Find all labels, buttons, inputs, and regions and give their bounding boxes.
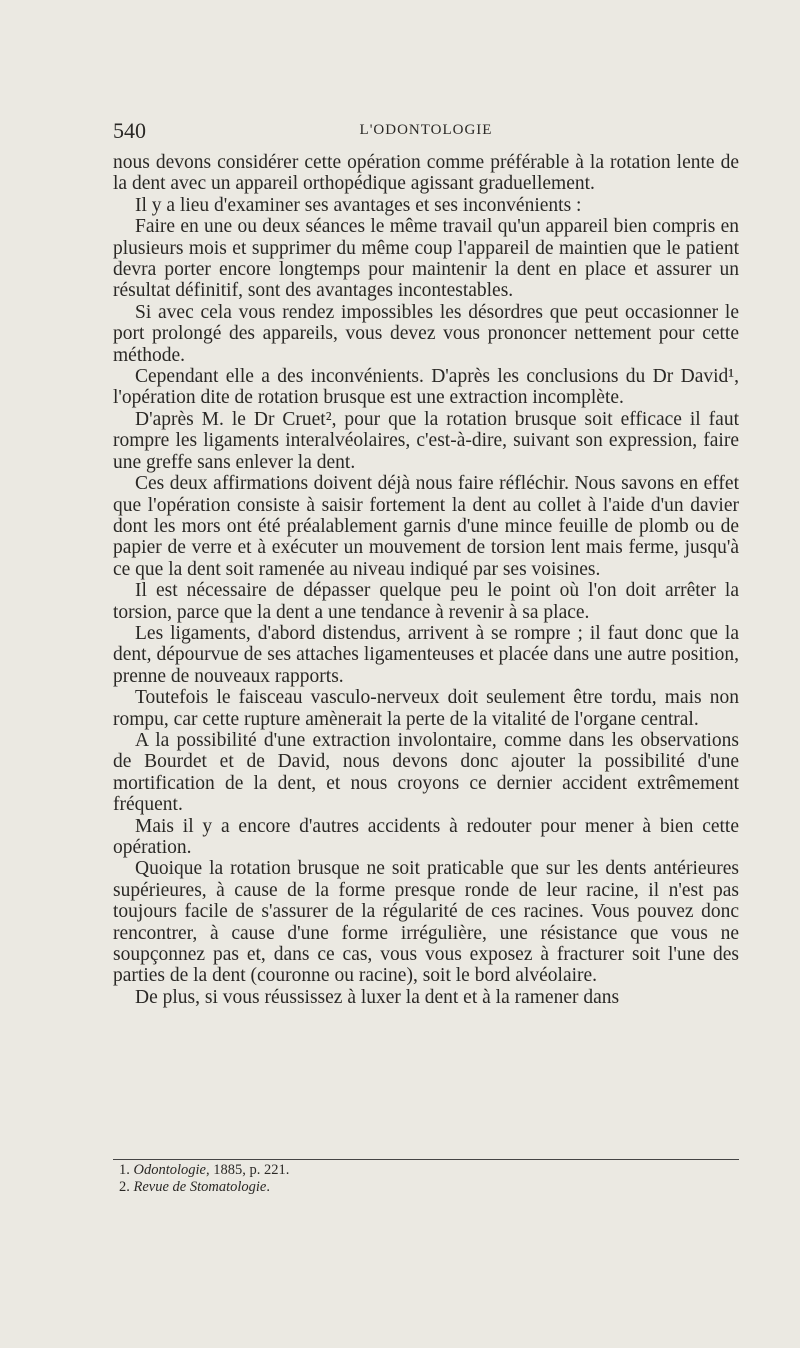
paragraph: Les ligaments, d'abord distendus, arrivent à se rompre ; il faut donc que la dent, dépourvue de ses attaches ligamenteuses et placée dans une autre position, prenne de nouveaux rapports.: [113, 622, 739, 687]
footnote-detail: , 1885, p. 221.: [206, 1162, 290, 1178]
paragraph: Toutefois le faisceau vasculo-nerveux doit seulement être tordu, mais non rompu, car cette rupture amènerait la perte de la vitalité de l'organe central.: [113, 687, 739, 730]
paragraph: Ces deux affirmations doivent déjà nous faire réfléchir. Nous savons en effet que l'opération consiste à saisir fortement la dent au collet à l'aide d'un davier dont les mors ont été préalablement garnis d'une mince feuille de plomb ou de papier de verre et à exécuter un mouvement de torsion lent mais ferme, jusqu'à ce que la dent soit ramenée au niveau indiqué par ses voisines.: [113, 473, 739, 580]
footnote-divider: [113, 1159, 739, 1160]
footnote-2: [113, 1179, 739, 1196]
paragraph: Mais il y a encore d'autres accidents à redouter pour mener à bien cette opération.: [113, 815, 739, 858]
footnote-number: 2.: [119, 1179, 130, 1195]
paragraph: Il est nécessaire de dépasser quelque peu le point où l'on doit arrêter la torsion, parce que la dent a une tendance à revenir à sa place.: [113, 580, 739, 623]
footnote-1: [113, 1162, 739, 1179]
footnotes: [113, 1162, 739, 1196]
paragraph: A la possibilité d'une extraction involontaire, comme dans les observations de Bourdet et de David, nous devons donc ajouter la possibilité d'une mortification de la dent, et nous croyons ce dernier accident extrêmement fréquent.: [113, 729, 739, 816]
footnote-detail: .: [266, 1179, 270, 1195]
page-header: [113, 118, 739, 144]
body-text: [113, 152, 739, 1008]
footnote-source: Odontologie: [133, 1162, 206, 1178]
running-title: L'ODONTOLOGIE: [359, 122, 493, 138]
paragraph: De plus, si vous réussissez à luxer la dent et à la ramener dans: [135, 986, 620, 1008]
footnote-number: 1.: [119, 1162, 130, 1178]
paragraph: Il y a lieu d'examiner ses avantages et ses inconvénients :: [135, 194, 582, 216]
paragraph: Cependant elle a des inconvénients. D'après les conclusions du Dr David¹, l'opération dite de rotation brusque est une extraction incomplète.: [113, 366, 739, 409]
footnote-source: Revue de Stomatologie: [133, 1179, 267, 1195]
paragraph: Si avec cela vous rendez impossibles les désordres que peut occasionner le port prolongé des appareils, vous devez vous prononcer nettement pour cette méthode.: [113, 301, 739, 366]
paragraph: D'après M. le Dr Cruet², pour que la rotation brusque soit efficace il faut rompre les ligaments interalvéolaires, c'est-à-dire, suivant son expression, faire une greffe sans enlever la dent.: [113, 408, 739, 473]
paragraph: Faire en une ou deux séances le même travail qu'un appareil bien compris en plusieurs mois et supprimer du même coup l'appareil de maintien que le patient devra porter encore longtemps pour maintenir la dent en place et assurer un résultat définitif, sont des avantages incontestables.: [113, 216, 739, 302]
paragraph: nous devons considérer cette opération comme préférable à la rotation lente de la dent avec un appareil orthopédique agissant graduellement.: [113, 152, 739, 195]
page-number: 540: [113, 118, 146, 143]
paragraph: Quoique la rotation brusque ne soit praticable que sur les dents antérieures supérieures, à cause de la forme presque ronde de leur racine, il n'est pas toujours facile de s'assurer de la régularité de ces racines. Vous pouvez donc rencontrer, à cause d'une forme irrégulière, une résistance que vous ne soupçonnez pas et, dans ce cas, vous vous exposez à fracturer soit l'une des parties de la dent (couronne ou racine), soit le bord alvéolaire.: [113, 858, 739, 987]
